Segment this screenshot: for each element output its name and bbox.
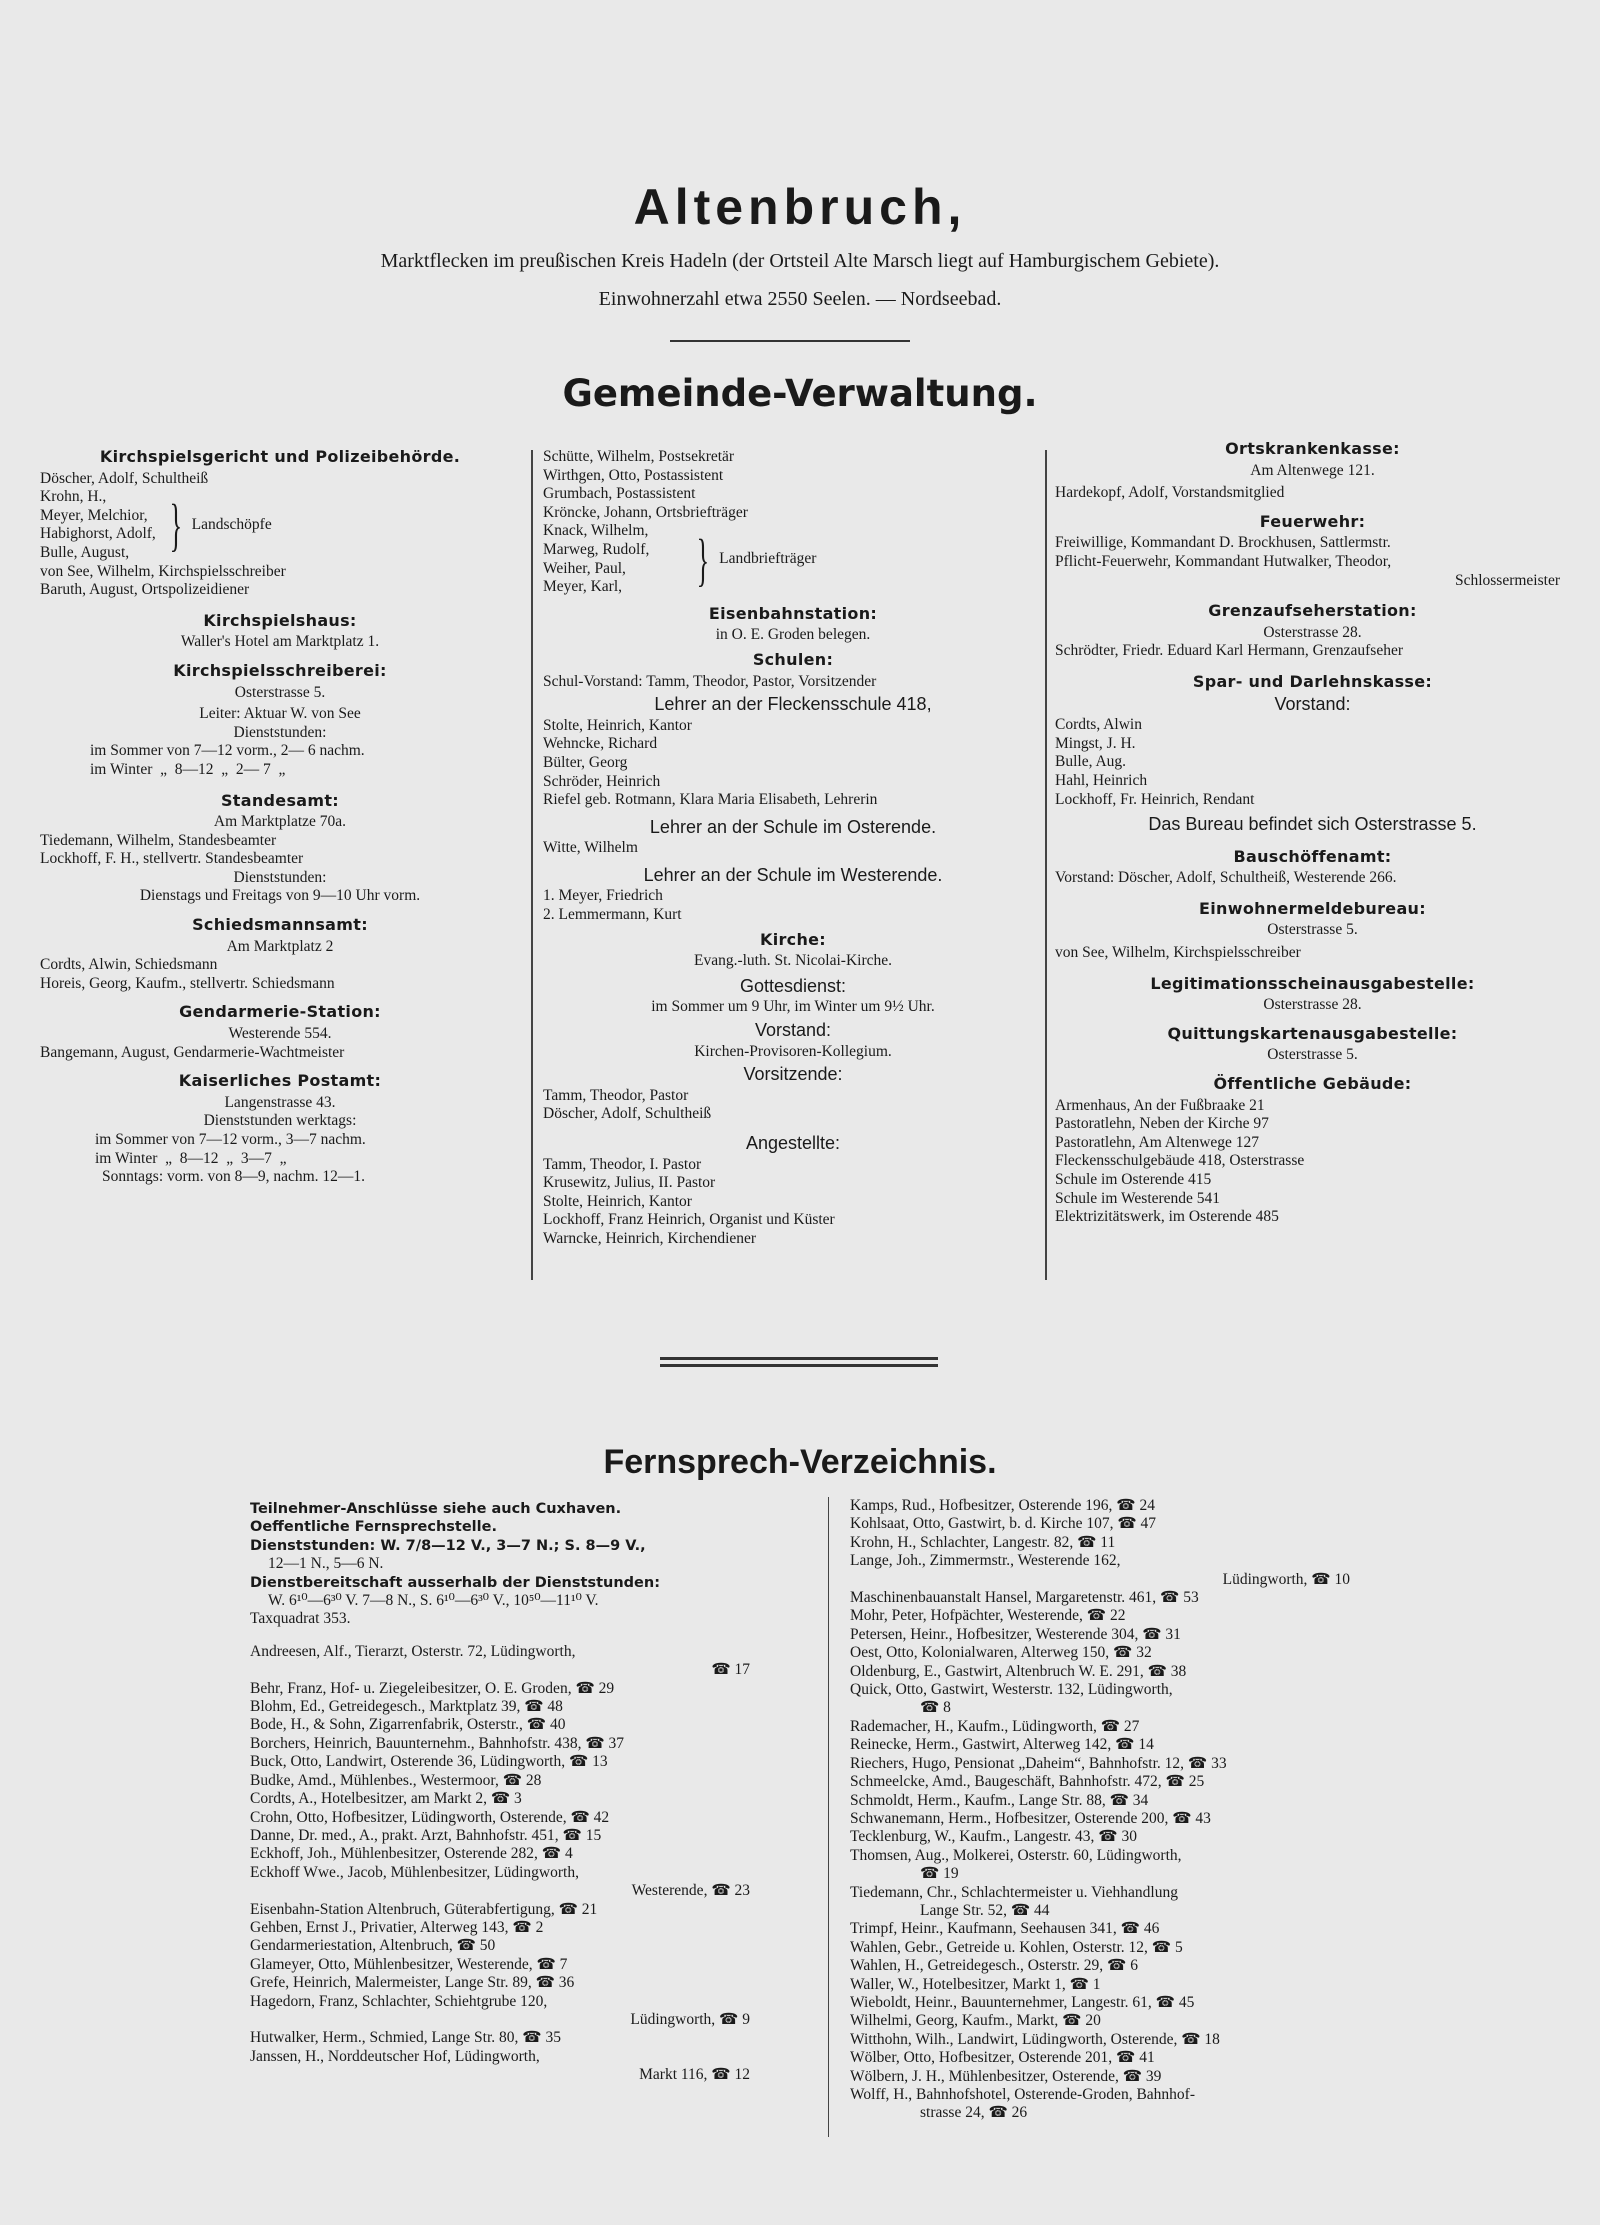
heading-bauschoeffenamt: Bauschöffenamt: xyxy=(1233,846,1392,866)
fern-entry: Blohm, Ed., Getreidegesch., Marktplatz 39, ☎ 48 xyxy=(250,1698,563,1716)
name-line: Weiher, Paul, xyxy=(543,559,626,577)
text-line: Kröncke, Johann, Ortsbriefträger xyxy=(543,503,748,521)
heading-legitimation: Legitimationsscheinausgabestelle: xyxy=(1150,973,1475,993)
text-line: Kirchen-Provisoren-Kollegium. xyxy=(694,1042,892,1060)
fern-entry: Markt 116, ☎ 12 xyxy=(639,2066,750,2084)
text-line: Pastoratlehn, Neben der Kirche 97 xyxy=(1055,1115,1269,1133)
column-left xyxy=(40,448,520,1187)
text-line: Warncke, Heinrich, Kirchendiener xyxy=(543,1229,757,1247)
text-line: Schul-Vorstand: Tamm, Theodor, Pastor, Vorsitzender xyxy=(543,672,877,690)
fern-entry: Budke, Amd., Mühlenbes., Westermoor, ☎ 28 xyxy=(250,1771,542,1789)
section-divider xyxy=(660,1364,938,1367)
section-heading-fernsprech: Fernsprech-Verzeichnis. xyxy=(603,1443,997,1481)
fern-line: 12—1 N., 5—6 N. xyxy=(268,1555,384,1573)
page-title: Altenbruch, xyxy=(633,179,967,235)
fern-entry: Glameyer, Otto, Mühlenbesitzer, Westerende, ☎ 7 xyxy=(250,1955,568,1973)
text-line: Westerende 554. xyxy=(228,1025,332,1043)
heading-schreiberei: Kirchspielsschreiberei: xyxy=(173,660,387,680)
fern-entry: Oest, Otto, Kolonialwaren, Alterweg 150, ☎ 32 xyxy=(850,1644,1152,1662)
fern-entry: Wahlen, Gebr., Getreide u. Kohlen, Osterstr. 12, ☎ 5 xyxy=(850,1938,1183,1956)
text-line: Am Altenwege 121. xyxy=(1250,461,1375,479)
fern-entry: Wieboldt, Heinr., Bauunternehmer, Langestr. 61, ☎ 45 xyxy=(850,1993,1195,2011)
heading-postamt: Kaiserliches Postamt: xyxy=(178,1071,382,1091)
heading-schulen: Schulen: xyxy=(752,649,834,669)
fern-entry: Eckhoff Wwe., Jacob, Mühlenbesitzer, Lüdingworth, xyxy=(250,1863,579,1881)
text-line: Baruth, August, Ortspolizeidiener xyxy=(40,581,250,599)
brace-icon: } xyxy=(169,492,182,558)
fern-entry: ☎ 19 xyxy=(920,1865,959,1883)
fern-entry: Lange Str. 52, ☎ 44 xyxy=(920,1901,1050,1919)
text-line: Dienststunden werktags: xyxy=(203,1112,357,1130)
text-line: Mingst, J. H. xyxy=(1055,734,1136,752)
fernsprech-right-column xyxy=(850,1497,1350,2123)
text-line: Pflicht-Feuerwehr, Kommandant Hutwalker, Theodor, xyxy=(1055,552,1392,570)
heading-kirche: Kirche: xyxy=(760,929,826,949)
heading-vorstand: Vorstand: xyxy=(1274,693,1351,714)
fern-entry: Trimpf, Heinr., Kaufmann, Seehausen 341, ☎ 46 xyxy=(850,1920,1160,1938)
fern-entry: Gehben, Ernst J., Privatier, Alterweg 143, ☎ 2 xyxy=(250,1918,544,1936)
text-line: Schlossermeister xyxy=(1454,571,1560,589)
text-line: Langenstrasse 43. xyxy=(224,1093,336,1111)
brace-group-landschoepfe xyxy=(40,488,520,562)
column-right xyxy=(1055,440,1570,1227)
fern-entry: Crohn, Otto, Hofbesitzer, Lüdingworth, Osterende, ☎ 42 xyxy=(250,1808,610,1826)
fern-entry: Buck, Otto, Landwirt, Osterende 36, Lüdingworth, ☎ 13 xyxy=(250,1753,608,1771)
text-line: Tamm, Theodor, Pastor xyxy=(543,1086,689,1104)
text-line: Dienststunden: xyxy=(233,723,327,741)
fern-entry: Reinecke, Herm., Gastwirt, Alterweg 142, ☎ 14 xyxy=(850,1736,1154,1754)
text-line: Schule im Osterende 415 xyxy=(1055,1171,1212,1188)
text-line: Freiwillige, Kommandant D. Brockhusen, Sattlermstr. xyxy=(1055,534,1391,552)
text-line: Evang.-luth. St. Nicolai-Kirche. xyxy=(693,952,892,970)
text-line: Lockhoff, Fr. Heinrich, Rendant xyxy=(1055,790,1255,808)
text-line: Vorstand: Döscher, Adolf, Schultheiß, Westerende 266. xyxy=(1055,869,1397,887)
section-heading-gemeinde: Gemeinde-Verwaltung. xyxy=(562,372,1038,415)
heading-eisenbahnstation: Eisenbahnstation: xyxy=(708,603,878,623)
fern-entry: Tiedemann, Chr., Schlachtermeister u. Viehhandlung xyxy=(850,1883,1178,1901)
fern-line: Dienstbereitschaft ausserhalb der Dienststunden: xyxy=(250,1574,660,1591)
fern-entry: Lange, Joh., Zimmermstr., Westerende 162, xyxy=(850,1552,1121,1570)
text-line: Lockhoff, Franz Heinrich, Organist und Küster xyxy=(543,1211,835,1229)
fern-entry: Lüdingworth, ☎ 10 xyxy=(1222,1570,1350,1588)
text-line: in O. E. Groden belegen. xyxy=(715,626,871,644)
fern-entry: Westerende, ☎ 23 xyxy=(631,1882,750,1900)
text-line: Osterstrasse 5. xyxy=(234,683,326,701)
heading-osterende: Lehrer an der Schule im Osterende. xyxy=(649,816,937,837)
heading-angestellte: Angestellte: xyxy=(745,1133,841,1153)
heading-fleckensschule: Lehrer an der Fleckensschule 418, xyxy=(654,694,932,715)
brace-label: Landbriefträger xyxy=(719,550,817,568)
fern-entry: Wahlen, H., Getreidegesch., Osterstr. 29, ☎ 6 xyxy=(850,1957,1138,1975)
fern-entry: Tecklenburg, W., Kaufm., Langestr. 43, ☎ 30 xyxy=(850,1828,1137,1846)
fern-entry: Bode, H., & Sohn, Zigarrenfabrik, Osterstr., ☎ 40 xyxy=(250,1716,566,1734)
fern-entry: Wilhelmi, Georg, Kaufm., Markt, ☎ 20 xyxy=(850,2012,1101,2030)
text-line: Dienststunden: xyxy=(233,868,327,886)
heading-gendarmerie: Gendarmerie-Station: xyxy=(179,1002,381,1022)
fern-entry: Eckhoff, Joh., Mühlenbesitzer, Osterende 282, ☎ 4 xyxy=(250,1845,573,1863)
text-line: Schröder, Heinrich xyxy=(543,772,661,790)
name-line: Meyer, Melchior, xyxy=(40,506,148,524)
heading-sparkasse: Spar- und Darlehnskasse: xyxy=(1192,671,1433,691)
text-line: Wehncke, Richard xyxy=(543,735,658,753)
brace-icon: } xyxy=(696,526,710,592)
text-line: Lockhoff, F. H., stellvertr. Standesbeamter xyxy=(40,850,304,868)
text-line: Fleckensschulgebäude 418, Osterstrasse xyxy=(1055,1152,1305,1170)
fern-entry: Danne, Dr. med., A., prakt. Arzt, Bahnhofstr. 451, ☎ 15 xyxy=(250,1826,602,1844)
column-divider xyxy=(531,450,533,1280)
fern-line: Taxquadrat 353. xyxy=(250,1610,351,1628)
heading-oeffentliche-gebaeude: Öffentliche Gebäude: xyxy=(1213,1074,1412,1094)
title-divider xyxy=(670,340,910,342)
heading-gottesdienst: Gottesdienst: xyxy=(739,975,847,996)
text-line: Krusewitz, Julius, II. Pastor xyxy=(543,1174,716,1192)
fern-line: Oeffentliche Fernsprechstelle. xyxy=(250,1519,497,1536)
fern-line: Teilnehmer-Anschlüsse siehe auch Cuxhaven. xyxy=(250,1501,622,1517)
text-line: Schule im Westerende 541 xyxy=(1055,1189,1221,1207)
text-line: Bulle, Aug. xyxy=(1055,753,1127,771)
name-line: Knack, Wilhelm, xyxy=(543,522,649,540)
text-line: von See, Wilhelm, Kirchspielsschreiber xyxy=(1055,944,1301,962)
text-line: Tamm, Theodor, I. Pastor xyxy=(543,1155,702,1173)
text-line: Elektrizitätswerk, im Osterende 485 xyxy=(1055,1208,1279,1226)
text-line: 2. Lemmermann, Kurt xyxy=(543,906,682,924)
fern-entry: Krohn, H., Schlachter, Langestr. 82, ☎ 11 xyxy=(850,1533,1116,1551)
fern-entry: Borchers, Heinrich, Bauunternehm., Bahnhofstr. 438, ☎ 37 xyxy=(250,1734,625,1752)
fern-entry: Behr, Franz, Hof- u. Ziegeleibesitzer, O. E. Groden, ☎ 29 xyxy=(250,1679,615,1697)
text-line: Döscher, Adolf, Schultheiß xyxy=(543,1105,712,1123)
fern-line: Dienststunden: W. 7/8—12 V., 3—7 N.; S. 8—9 V., xyxy=(250,1537,646,1554)
heading-grenzaufseher: Grenzaufseherstation: xyxy=(1208,601,1417,621)
text-line: Osterstrasse 5. xyxy=(1267,1046,1358,1064)
text-line: Bangemann, August, Gendarmerie-Wachtmeister xyxy=(40,1043,345,1061)
heading-standesamt: Standesamt: xyxy=(220,790,339,810)
heading-ortskrankenkasse: Ortskrankenkasse: xyxy=(1225,439,1400,458)
fern-entry: Grefe, Heinrich, Malermeister, Lange Str. 89, ☎ 36 xyxy=(250,1974,575,1992)
text-line: Dienstags und Freitags von 9—10 Uhr vorm. xyxy=(139,887,421,905)
fern-entry: Gendarmeriestation, Altenbruch, ☎ 50 xyxy=(250,1937,496,1955)
text-line: Bülter, Georg xyxy=(543,753,628,771)
fern-entry: Quick, Otto, Gastwirt, Westerstr. 132, Lüdingworth, xyxy=(850,1681,1173,1699)
spacer xyxy=(250,1629,750,1643)
column-middle xyxy=(543,448,1043,1249)
name-line: Meyer, Karl, xyxy=(543,578,622,596)
text-line: Stolte, Heinrich, Kantor xyxy=(543,1192,692,1210)
text-line: Riefel geb. Rotmann, Klara Maria Elisabeth, Lehrerin xyxy=(543,791,878,809)
text-line: Tiedemann, Wilhelm, Standesbeamter xyxy=(40,831,277,849)
fern-entry: Oldenburg, E., Gastwirt, Altenbruch W. E. 291, ☎ 38 xyxy=(850,1662,1187,1680)
heading-kirchspielshaus: Kirchspielshaus: xyxy=(203,610,357,630)
text-line: Am Marktplatze 70a. xyxy=(213,813,347,831)
fern-entry: Schmoldt, Herm., Kaufm., Lange Str. 88, ☎ 34 xyxy=(850,1791,1149,1809)
text-line: 1. Meyer, Friedrich xyxy=(543,887,663,905)
column-divider xyxy=(828,1497,829,2137)
fern-entry: Schwanemann, Herm., Hofbesitzer, Osterende 200, ☎ 43 xyxy=(850,1809,1211,1827)
subtitle-line-2: Einwohnerzahl etwa 2550 Seelen. — Nordseebad. xyxy=(598,288,1002,310)
fern-entry: Wölbern, J. H., Mühlenbesitzer, Osterende, ☎ 39 xyxy=(850,2067,1162,2085)
heading-westerende: Lehrer an der Schule im Westerende. xyxy=(643,864,943,885)
text-line: Leiter: Aktuar W. von See xyxy=(199,705,361,723)
fernsprech-left-column xyxy=(250,1500,750,2085)
fern-entry: Mohr, Peter, Hofpächter, Westerende, ☎ 22 xyxy=(850,1607,1126,1625)
fern-entry: Hagedorn, Franz, Schlachter, Schiehtgrube 120, xyxy=(250,1992,548,2010)
fern-entry: Rademacher, H., Kaufm., Lüdingworth, ☎ 27 xyxy=(850,1717,1140,1735)
fern-entry: Janssen, H., Norddeutscher Hof, Lüdingworth, xyxy=(250,2047,540,2065)
text-line: von See, Wilhelm, Kirchspielsschreiber xyxy=(40,562,286,580)
text-line: Schrödter, Friedr. Eduard Karl Hermann, Grenzaufseher xyxy=(1055,642,1403,660)
text-line: Wirthgen, Otto, Postassistent xyxy=(543,466,724,484)
text-line: Waller's Hotel am Marktplatz 1. xyxy=(180,633,380,651)
brace-group-landbrieftraeger xyxy=(543,522,1043,596)
text-line: Hahl, Heinrich xyxy=(1055,771,1148,789)
text-line: Cordts, Alwin, Schiedsmann xyxy=(40,956,218,974)
fern-entry: Lüdingworth, ☎ 9 xyxy=(630,2010,750,2028)
fern-entry: Wölber, Otto, Hofbesitzer, Osterende 201, ☎ 41 xyxy=(850,2049,1155,2067)
text-line: Witte, Wilhelm xyxy=(543,839,638,857)
fern-entry: Kamps, Rud., Hofbesitzer, Osterende 196, ☎ 24 xyxy=(850,1497,1155,1514)
fern-entry: Eisenbahn-Station Altenbruch, Güterabfertigung, ☎ 21 xyxy=(250,1900,598,1918)
text-line: Hardekopf, Adolf, Vorstandsmitglied xyxy=(1055,484,1285,502)
fern-entry: Waller, W., Hotelbesitzer, Markt 1, ☎ 1 xyxy=(850,1975,1101,1993)
text-line: Osterstrasse 28. xyxy=(1263,623,1362,641)
text-line: Am Marktplatz 2 xyxy=(226,937,334,955)
text-line: Horeis, Georg, Kaufm., stellvertr. Schiedsmann xyxy=(40,974,335,992)
subtitle-line-1: Marktflecken im preußischen Kreis Hadeln (der Ortsteil Alte Marsch liegt auf Hamburgischem Gebiete). xyxy=(380,250,1220,272)
name-line: Krohn, H., xyxy=(40,488,107,506)
name-line: Marweg, Rudolf, xyxy=(543,540,650,558)
heading-vorstand: Vorstand: xyxy=(754,1020,832,1041)
text-line: Osterstrasse 5. xyxy=(1267,921,1358,939)
text-line: Schütte, Wilhelm, Postsekretär xyxy=(543,448,735,465)
fern-entry: Kohlsaat, Otto, Gastwirt, b. d. Kirche 107, ☎ 47 xyxy=(850,1515,1157,1533)
text-line: Sonntags: vorm. von 8—9, nachm. 12—1. xyxy=(102,1168,366,1186)
fern-line: W. 6¹⁰—6³⁰ V. 7—8 N., S. 6¹⁰—6³⁰ V., 10⁵⁰—11¹⁰ V. xyxy=(268,1592,599,1610)
text-line: Osterstrasse 28. xyxy=(1263,996,1362,1014)
column-divider xyxy=(1045,450,1047,1280)
section-divider xyxy=(660,1357,938,1360)
fern-entry: Schmeelcke, Amd., Baugeschäft, Bahnhofstr. 472, ☎ 25 xyxy=(850,1773,1205,1791)
fern-entry: Wolff, H., Bahnhofshotel, Osterende-Groden, Bahnhof- xyxy=(850,2086,1195,2103)
brace-label: Landschöpfe xyxy=(191,516,272,534)
text-line: Armenhaus, An der Fußbraake 21 xyxy=(1055,1096,1265,1114)
heading-vorsitzende: Vorsitzende: xyxy=(743,1064,843,1085)
text-line: im Winter „ 8—12 „ 2— 7 „ xyxy=(90,760,286,778)
fern-entry: Cordts, A., Hotelbesitzer, am Markt 2, ☎ 3 xyxy=(250,1790,522,1808)
fern-entry: Andreesen, Alf., Tierarzt, Osterstr. 72, Lüdingworth, xyxy=(250,1642,576,1660)
text-line: Döscher, Adolf, Schultheiß xyxy=(40,469,209,487)
text-line: Pastoratlehn, Am Altenwege 127 xyxy=(1055,1133,1260,1151)
heading-einwohnermeldebureau: Einwohnermeldebureau: xyxy=(1199,898,1426,918)
text-line: im Sommer von 7—12 vorm., 3—7 nachm. xyxy=(95,1131,366,1148)
fern-entry: strasse 24, ☎ 26 xyxy=(920,2104,1028,2122)
text-line: im Sommer um 9 Uhr, im Winter um 9½ Uhr. xyxy=(651,998,935,1016)
fern-entry: Petersen, Heinr., Hofbesitzer, Westerende 304, ☎ 31 xyxy=(850,1625,1181,1643)
heading-feuerwehr: Feuerwehr: xyxy=(1259,511,1366,531)
name-line: Bulle, August, xyxy=(40,543,130,561)
heading-polizei: Kirchspielsgericht und Polizeibehörde. xyxy=(99,447,461,466)
heading-quittung: Quittungskartenausgabestelle: xyxy=(1167,1023,1458,1043)
text-line: im Sommer von 7—12 vorm., 2— 6 nachm. xyxy=(90,742,365,760)
text-line: Stolte, Heinrich, Kantor xyxy=(543,716,692,734)
fern-entry: Maschinenbauanstalt Hansel, Margaretenstr. 461, ☎ 53 xyxy=(850,1589,1199,1607)
notice-bureau: Das Bureau befindet sich Osterstrasse 5. xyxy=(1148,814,1477,835)
fern-entry: Riechers, Hugo, Pensionat „Daheim“, Bahnhofstr. 12, ☎ 33 xyxy=(850,1754,1227,1772)
fern-entry: Witthohn, Wilh., Landwirt, Lüdingworth, Osterende, ☎ 18 xyxy=(850,2030,1220,2048)
fern-entry: Thomsen, Aug., Molkerei, Osterstr. 60, Lüdingworth, xyxy=(850,1846,1182,1864)
text-line: im Winter „ 8—12 „ 3—7 „ xyxy=(95,1149,287,1167)
fern-entry: ☎ 8 xyxy=(920,1699,951,1717)
fern-entry: Hutwalker, Herm., Schmied, Lange Str. 80, ☎ 35 xyxy=(250,2029,561,2047)
name-line: Habighorst, Adolf, xyxy=(40,525,156,543)
text-line: Grumbach, Postassistent xyxy=(543,485,696,503)
heading-schiedsmannsamt: Schiedsmannsamt: xyxy=(192,915,368,935)
text-line: Cordts, Alwin xyxy=(1055,716,1142,734)
fern-entry: ☎ 17 xyxy=(711,1661,750,1679)
